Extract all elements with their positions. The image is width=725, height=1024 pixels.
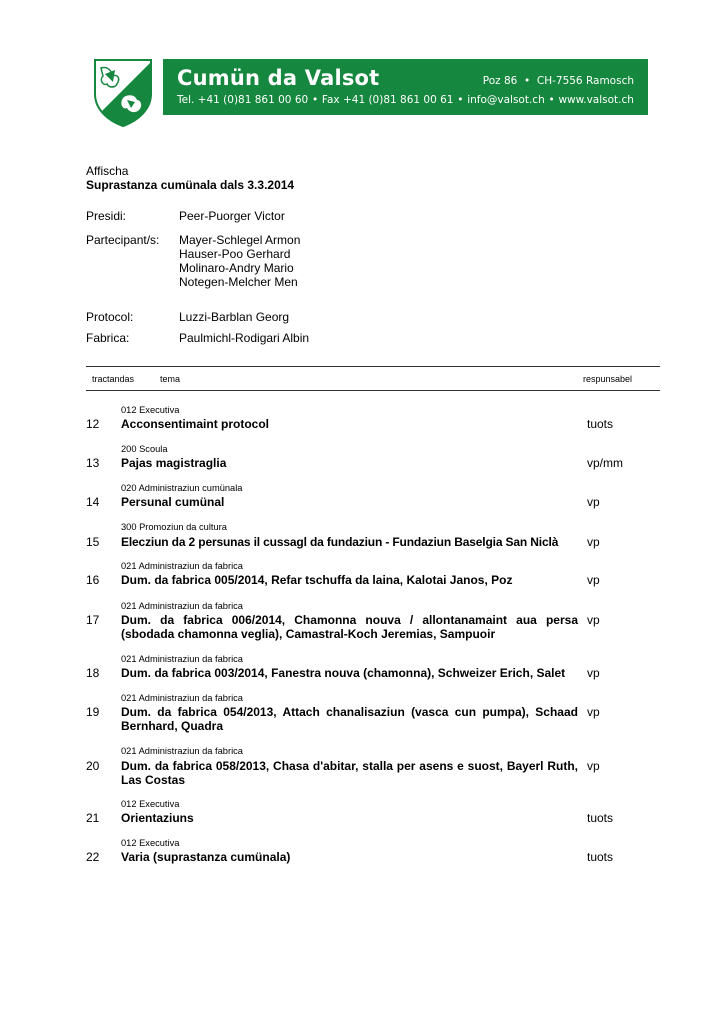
item-number: 13 bbox=[86, 456, 100, 470]
partecipants-label: Partecipant/s: bbox=[86, 233, 160, 247]
item-number: 17 bbox=[86, 613, 100, 627]
item-responsible: vp bbox=[587, 705, 600, 719]
partecipant: Notegen-Melcher Men bbox=[179, 275, 298, 289]
item-category: 021 Administraziun da fabrica bbox=[121, 654, 243, 664]
item-category: 012 Executiva bbox=[121, 405, 180, 415]
item-responsible: vp bbox=[587, 495, 600, 509]
item-responsible: vp bbox=[587, 613, 600, 627]
item-title: Acconsentimaint protocol bbox=[121, 417, 270, 431]
item-responsible: vp bbox=[587, 535, 600, 549]
item-title: Dum. da fabrica 003/2014, Fanestra nouva (chamonna), Schweizer Erich, Salet bbox=[121, 666, 566, 680]
item-number: 21 bbox=[86, 811, 100, 825]
item-number: 22 bbox=[86, 850, 100, 864]
table-top-rule bbox=[86, 366, 660, 367]
item-number: 18 bbox=[86, 666, 100, 680]
item-category: 021 Administraziun da fabrica bbox=[121, 601, 243, 611]
separator: • bbox=[548, 94, 555, 106]
column-header-tema: tema bbox=[160, 374, 181, 384]
telephone: Tel. +41 (0)81 861 00 60 bbox=[177, 94, 309, 106]
column-header-respunsabel: respunsabel bbox=[583, 374, 633, 384]
item-category: 021 Administraziun da fabrica bbox=[121, 693, 243, 703]
separator: • bbox=[311, 94, 319, 106]
municipality-address: Poz 86 • CH-7556 Ramosch bbox=[482, 75, 634, 87]
website: www.valsot.ch bbox=[558, 94, 634, 106]
item-category: 300 Promoziun da cultura bbox=[121, 522, 227, 532]
item-title: Dum. da fabrica 006/2014, Chamonna nouva / allontanamaint aua persa (sbodada chamonna veglia), Camastral-Koch Jeremias, Sampuoir bbox=[121, 613, 578, 641]
item-title: Elecziun da 2 persunas il cussagl da fundaziun - Fundaziun Baselgia San Niclà bbox=[121, 535, 559, 549]
item-number: 15 bbox=[86, 535, 100, 549]
item-title: Persunal cumünal bbox=[121, 495, 225, 509]
email: info@valsot.ch bbox=[467, 94, 545, 106]
doc-type: Affischa bbox=[86, 164, 129, 178]
item-number: 20 bbox=[86, 759, 100, 773]
item-title: Orientaziuns bbox=[121, 811, 194, 825]
partecipant: Hauser-Poo Gerhard bbox=[179, 247, 291, 261]
item-responsible: vp bbox=[587, 759, 600, 773]
item-number: 12 bbox=[86, 417, 100, 431]
column-header-tractandas: tractandas bbox=[92, 374, 135, 384]
item-category: 012 Executiva bbox=[121, 799, 180, 809]
item-category: 012 Executiva bbox=[121, 838, 180, 848]
partecipant: Molinaro-Andry Mario bbox=[179, 261, 294, 275]
item-number: 16 bbox=[86, 573, 100, 587]
protocol-label: Protocol: bbox=[86, 310, 134, 324]
item-category: 021 Administraziun da fabrica bbox=[121, 746, 243, 756]
item-responsible: tuots bbox=[587, 417, 614, 431]
item-number: 19 bbox=[86, 705, 100, 719]
item-number: 14 bbox=[86, 495, 100, 509]
item-responsible: tuots bbox=[587, 811, 614, 825]
item-category: 020 Administraziun cumünala bbox=[121, 483, 243, 493]
item-title: Dum. da fabrica 058/2013, Chasa d'abitar, stalla per asens e suost, Bayerl Ruth, Las Costas bbox=[121, 759, 578, 787]
fabrica-label: Fabrica: bbox=[86, 331, 130, 345]
item-title: Varia (suprastanza cumünala) bbox=[121, 850, 291, 864]
contact-line bbox=[177, 94, 634, 106]
item-responsible: vp bbox=[587, 666, 600, 680]
item-category: 200 Scoula bbox=[121, 444, 168, 454]
header-banner bbox=[163, 59, 648, 115]
municipality-name: Cumün da Valsot bbox=[177, 66, 380, 90]
item-category: 021 Administraziun da fabrica bbox=[121, 561, 243, 571]
doc-title: Suprastanza cumünala dals 3.3.2014 bbox=[86, 178, 295, 192]
fabrica-value: Paulmichl-Rodigari Albin bbox=[179, 331, 310, 345]
item-title: Dum. da fabrica 005/2014, Refar tschuffa da laina, Kalotai Janos, Poz bbox=[121, 573, 513, 587]
item-title: Dum. da fabrica 054/2013, Attach chanalisaziun (vasca cun pumpa), Schaad Bernhard, Quadra bbox=[121, 705, 578, 733]
coat-of-arms-logo bbox=[93, 58, 153, 128]
separator: • bbox=[457, 94, 464, 106]
presidi-value: Peer-Puorger Victor bbox=[179, 209, 285, 223]
presidi-label: Presidi: bbox=[86, 209, 127, 223]
item-responsible: vp bbox=[587, 573, 600, 587]
partecipant: Mayer-Schlegel Armon bbox=[179, 233, 301, 247]
item-title: Pajas magistraglia bbox=[121, 456, 227, 470]
item-responsible: vp/mm bbox=[587, 456, 623, 470]
item-responsible: tuots bbox=[587, 850, 614, 864]
protocol-value: Luzzi-Barblan Georg bbox=[179, 310, 290, 324]
table-header-rule bbox=[86, 390, 660, 391]
fax: Fax +41 (0)81 861 00 61 bbox=[321, 94, 454, 106]
